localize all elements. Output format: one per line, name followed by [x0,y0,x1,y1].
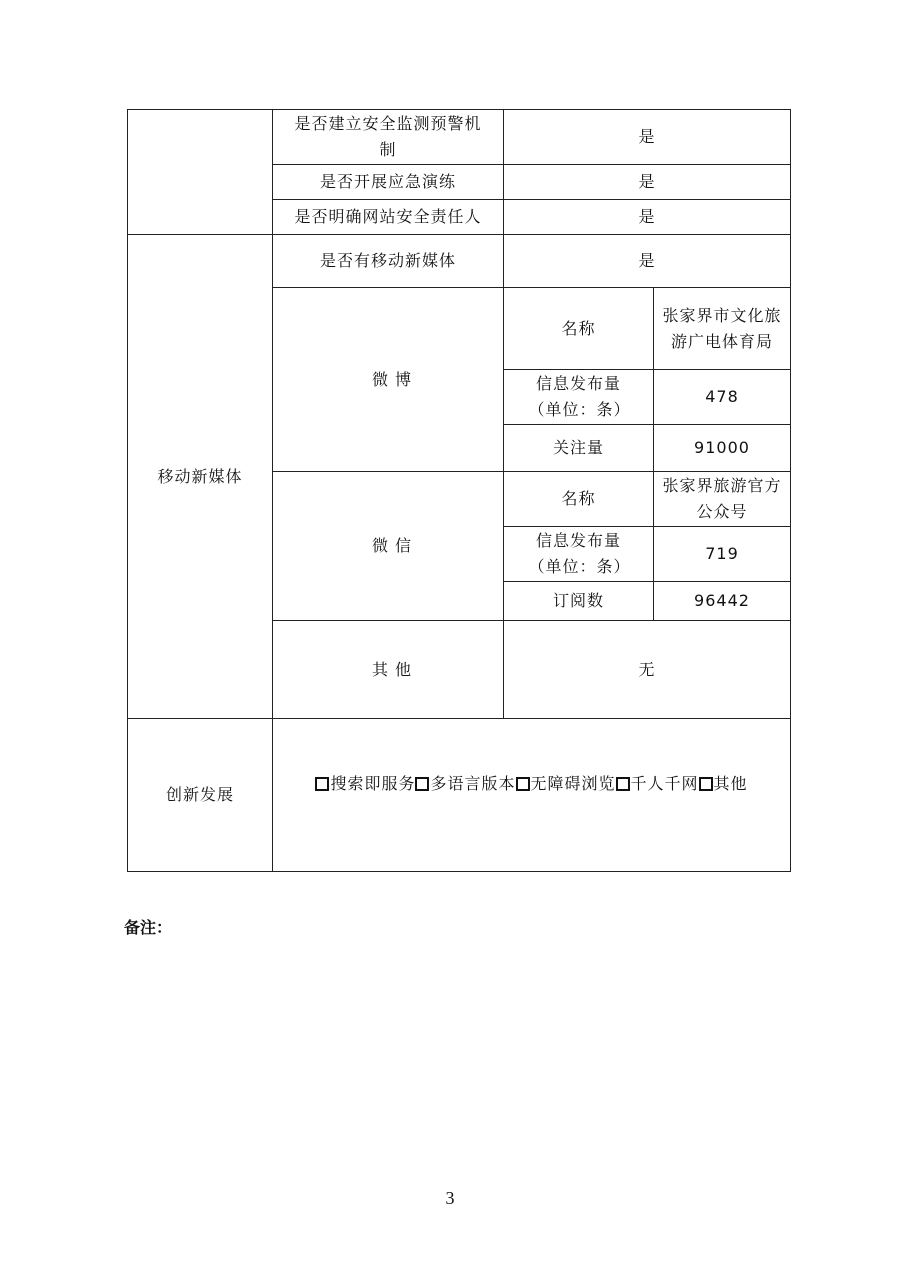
media-section-label: 移动新媒体 [128,235,273,719]
has-media-value: 是 [504,235,791,288]
weibo-followers-label: 关注量 [504,425,654,472]
note-label: 备注： [124,918,173,937]
option-personalized[interactable]: 千人千网 [616,774,699,793]
other-media-value: 无 [504,621,791,719]
owner-label-cell: 是否明确网站安全责任人 [273,200,504,235]
owner-value-cell: 是 [504,200,791,235]
report-table [127,109,791,872]
innovation-options [273,719,791,872]
option-search-service[interactable]: 搜索即服务 [315,774,415,793]
weibo-posts-value: 478 [654,370,791,425]
weibo-posts-label: 信息发布量（单位：条） [504,370,654,425]
wechat-subs-label: 订阅数 [504,582,654,621]
innovation-label: 创新发展 [128,719,273,872]
checkbox-icon[interactable] [516,777,530,791]
weibo-name-label: 名称 [504,288,654,370]
has-media-label: 是否有移动新媒体 [273,235,504,288]
wechat-subs-value: 96442 [654,582,791,621]
option-other[interactable]: 其他 [699,774,748,793]
weibo-followers-value: 91000 [654,425,791,472]
table-row [128,235,791,288]
drill-label-cell: 是否开展应急演练 [273,165,504,200]
wechat-posts-value: 719 [654,527,791,582]
option-accessible[interactable]: 无障碍浏览 [516,774,616,793]
page-number: 3 [445,1188,455,1208]
wechat-posts-label: 信息发布量（单位：条） [504,527,654,582]
checkbox-icon[interactable] [315,777,329,791]
table-row [128,110,791,165]
checkbox-icon[interactable] [415,777,429,791]
security-section-cell [128,110,273,235]
table-row [128,719,791,872]
drill-value-cell: 是 [504,165,791,200]
weibo-name-value: 张家界市文化旅游广电体育局 [654,288,791,370]
other-media-label: 其 他 [273,621,504,719]
monitor-value-cell: 是 [504,110,791,165]
checkbox-icon[interactable] [699,777,713,791]
checkbox-icon[interactable] [616,777,630,791]
wechat-name-label: 名称 [504,472,654,527]
wechat-label: 微 信 [273,472,504,621]
weibo-label: 微 博 [273,288,504,472]
monitor-label-cell: 是否建立安全监测预警机制 [273,110,504,165]
wechat-name-value: 张家界旅游官方公众号 [654,472,791,527]
option-multilingual[interactable]: 多语言版本 [415,774,515,793]
